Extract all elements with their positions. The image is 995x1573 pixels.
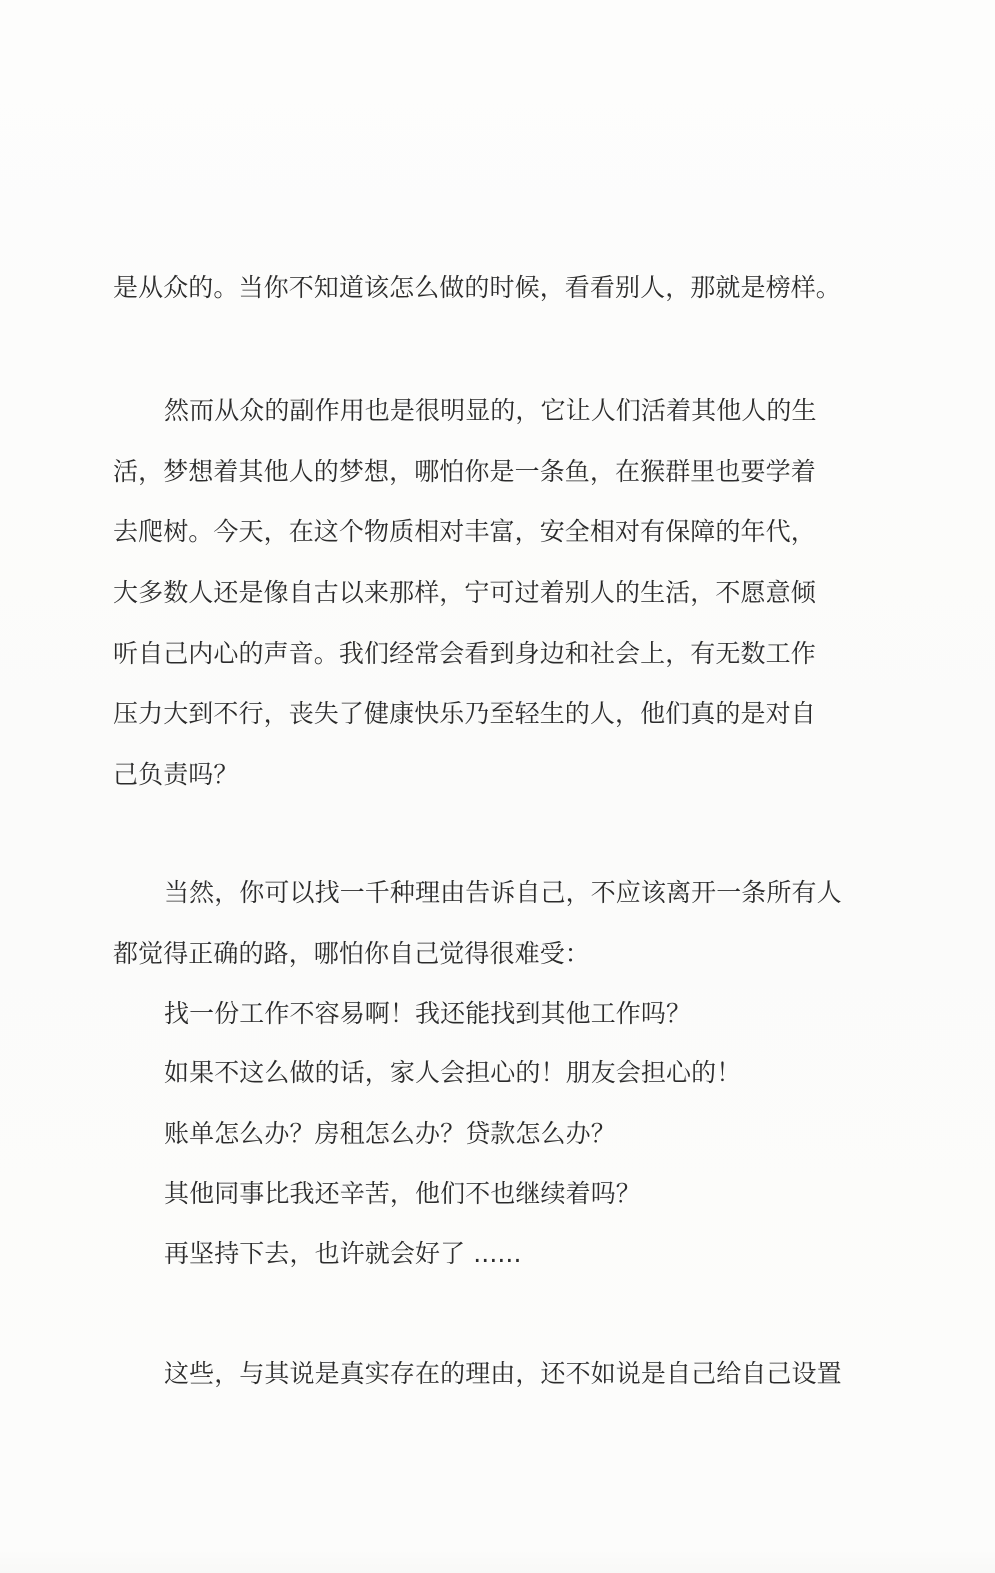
text-line-6: 听自己内心的声音。我们经常会看到身边和社会上，有无数工作 — [113, 639, 816, 668]
page-shadow — [0, 1549, 995, 1573]
text-line-10: 都觉得正确的路，哪怕你自己觉得很难受： — [113, 939, 590, 968]
text-line-5: 大多数人还是像自古以来那样，宁可过着别人的生活，不愿意倾 — [113, 578, 816, 607]
text-line-3: 活，梦想着其他人的梦想，哪怕你是一条鱼，在猴群里也要学着 — [113, 457, 816, 486]
text-line-11: 找一份工作不容易啊！我还能找到其他工作吗？ — [164, 999, 692, 1028]
text-line-16: 这些，与其说是真实存在的理由，还不如说是自己给自己设置 — [164, 1359, 842, 1388]
text-line-15: 再坚持下去，也许就会好了 ...... — [164, 1239, 522, 1268]
text-line-14: 其他同事比我还辛苦，他们不也继续着吗？ — [164, 1179, 641, 1208]
text-line-1: 是从众的。当你不知道该怎么做的时候，看看别人，那就是榜样。 — [113, 273, 841, 302]
text-line-13: 账单怎么办？房租怎么办？贷款怎么办？ — [164, 1119, 616, 1148]
text-line-4: 去爬树。今天，在这个物质相对丰富，安全相对有保障的年代， — [113, 517, 816, 546]
text-line-8: 己负责吗？ — [113, 760, 239, 789]
text-line-12: 如果不这么做的话，家人会担心的！朋友会担心的！ — [164, 1058, 742, 1087]
text-line-7: 压力大到不行，丧失了健康快乐乃至轻生的人，他们真的是对自 — [113, 699, 816, 728]
text-line-9: 当然，你可以找一千种理由告诉自己，不应该离开一条所有人 — [164, 878, 842, 907]
text-line-2: 然而从众的副作用也是很明显的，它让人们活着其他人的生 — [164, 396, 817, 425]
